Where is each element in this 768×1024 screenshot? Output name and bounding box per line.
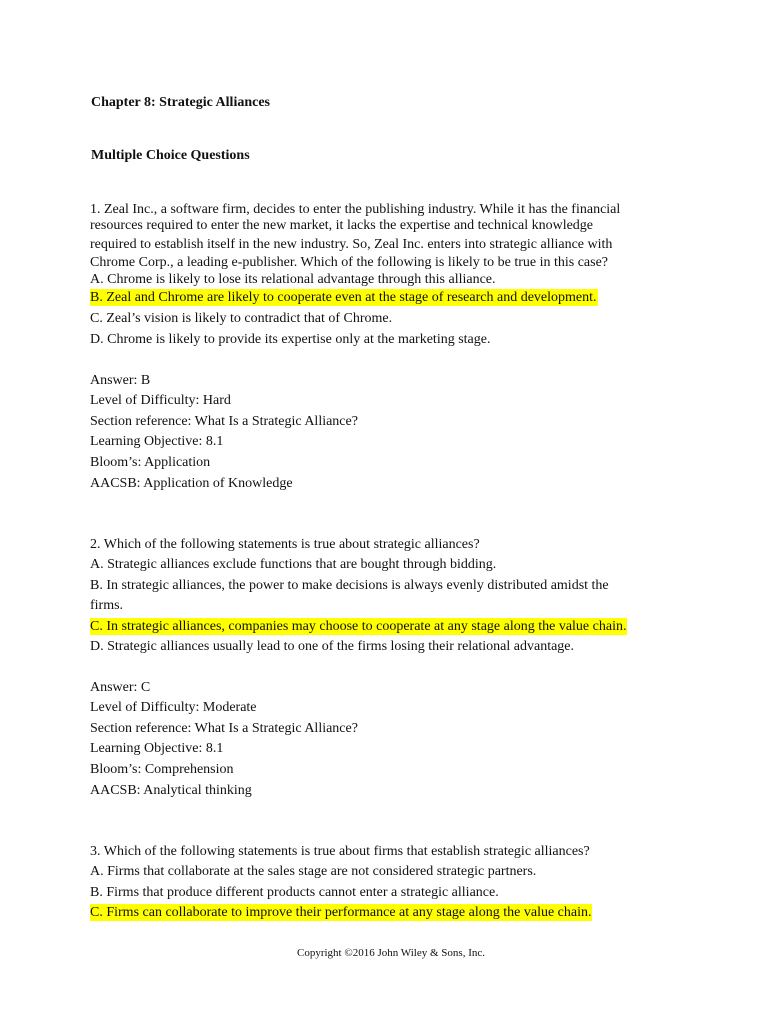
question-2-option-b-continued: firms. (90, 598, 124, 613)
question-1-section-reference: Section reference: What Is a Strategic Alliance? (90, 414, 358, 429)
question-2-option-d: D. Strategic alliances usually lead to one of the firms losing their relational advantage. (90, 639, 575, 654)
question-1-option-d: D. Chrome is likely to provide its expertise only at the marketing stage. (90, 332, 491, 347)
answer-highlight: B. Zeal and Chrome are likely to cooperate even at the stage of research and development. (90, 290, 597, 305)
question-1-blooms: Bloom’s: Application (90, 455, 211, 470)
question-1-stem-line: required to establish itself in the new industry. So, Zeal Inc. enters into strategic alliance with (90, 237, 613, 252)
question-2-option-c (90, 619, 627, 635)
section-title: Multiple Choice Questions (91, 148, 250, 163)
question-1-aacsb: AACSB: Application of Knowledge (90, 476, 293, 491)
question-1-option-c: C. Zeal’s vision is likely to contradict that of Chrome. (90, 311, 393, 326)
question-1-option-b (90, 290, 598, 306)
question-1-stem-line: 1. Zeal Inc., a software firm, decides to enter the publishing industry. While it has the financial (90, 202, 621, 217)
question-3-option-a: A. Firms that collaborate at the sales stage are not considered strategic partners. (90, 864, 537, 879)
question-1-stem-line: Chrome Corp., a leading e-publisher. Which of the following is likely to be true in this case? (90, 255, 609, 270)
question-2-option-b: B. In strategic alliances, the power to make decisions is always evenly distributed amidst the (90, 578, 609, 593)
question-1-option-a: A. Chrome is likely to lose its relational advantage through this alliance. (90, 272, 496, 287)
question-2-difficulty: Level of Difficulty: Moderate (90, 700, 257, 715)
copyright-footer: Copyright ©2016 John Wiley & Sons, Inc. (297, 947, 485, 959)
question-2-stem-line: 2. Which of the following statements is true about strategic alliances? (90, 537, 480, 552)
question-3-option-b: B. Firms that produce different products cannot enter a strategic alliance. (90, 885, 499, 900)
question-2-option-a: A. Strategic alliances exclude functions that are bought through bidding. (90, 557, 497, 572)
answer-highlight: C. Firms can collaborate to improve their performance at any stage along the value chain. (90, 905, 592, 920)
question-2-blooms: Bloom’s: Comprehension (90, 762, 234, 777)
question-1-answer: Answer: B (90, 373, 151, 388)
question-1-difficulty: Level of Difficulty: Hard (90, 393, 231, 408)
question-2-answer: Answer: C (90, 680, 151, 695)
question-2-aacsb: AACSB: Analytical thinking (90, 783, 252, 798)
chapter-title: Chapter 8: Strategic Alliances (91, 95, 270, 110)
question-3-option-c (90, 905, 592, 921)
answer-highlight: C. In strategic alliances, companies may choose to cooperate at any stage along the value chain. (90, 619, 627, 634)
question-1-learning-objective: Learning Objective: 8.1 (90, 434, 224, 449)
question-2-section-reference: Section reference: What Is a Strategic Alliance? (90, 721, 358, 736)
question-2-learning-objective: Learning Objective: 8.1 (90, 741, 224, 756)
question-1-stem-line: resources required to enter the new market, it lacks the expertise and technical knowledge (90, 218, 594, 233)
question-3-stem-line: 3. Which of the following statements is true about firms that establish strategic alliances? (90, 844, 590, 859)
